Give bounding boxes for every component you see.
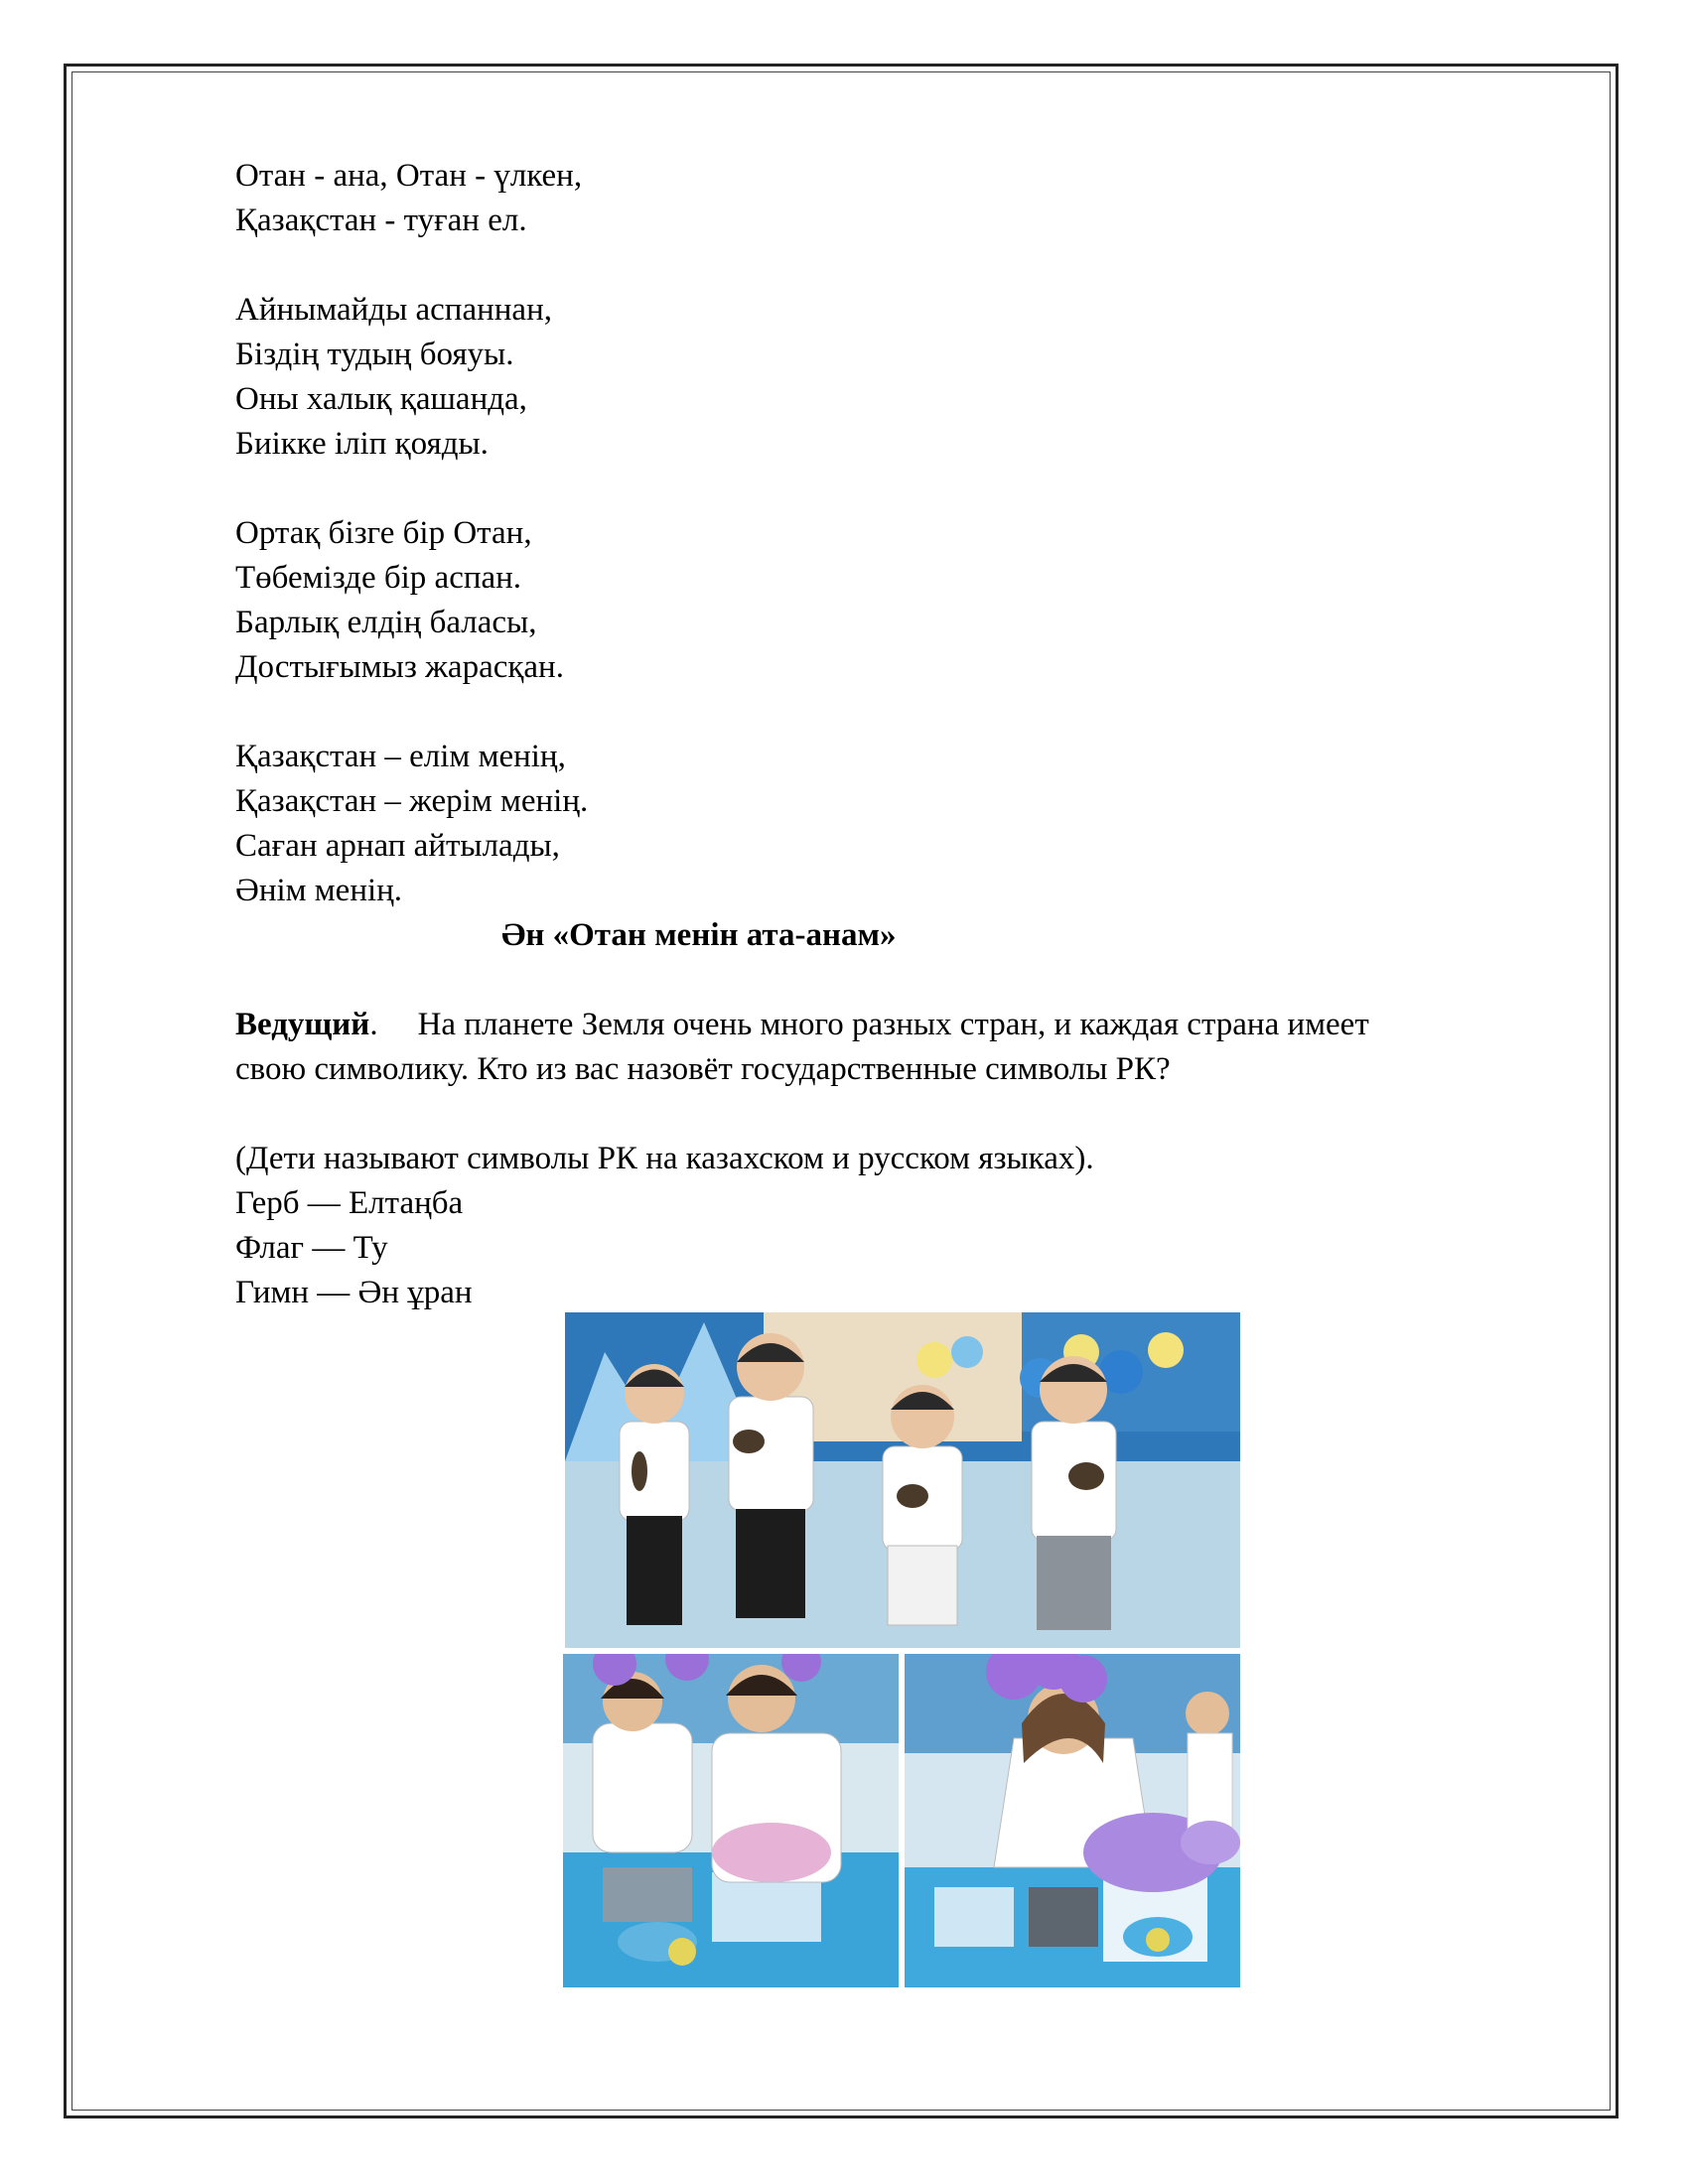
host-text-line-1: На планете Земля очень много разных стран, и каждая страна имеет — [417, 1007, 1369, 1042]
poem-line: Біздің тудың бояуы. — [235, 337, 514, 372]
photo-girl-with-bow-puzzle — [905, 1654, 1240, 1987]
poem-line: Айнымайды аспаннан, — [235, 292, 552, 328]
children-note: (Дети называют символы РК на казахском и русском языках). — [235, 1141, 1094, 1176]
poem-line: Барлық елдің баласы, — [235, 605, 537, 640]
poem-line: Әнім менің. — [235, 873, 403, 908]
document-body — [235, 154, 1566, 1315]
speaker-punct: . — [369, 1007, 378, 1042]
poem-line: Қазақстан – жерім менің. — [235, 783, 589, 819]
poem-line: Саған арнап айтылады, — [235, 828, 560, 864]
host-text-line-2: свою символику. Кто из вас назовёт государственные символы РК? — [235, 1051, 1171, 1087]
poem-line: Ортақ бізге бір Отан, — [235, 515, 532, 551]
poem-line: Отан - ана, Отан - үлкен, — [235, 158, 583, 194]
song-title-block — [235, 913, 1566, 958]
poem-line: Төбемізде бір аспан. — [235, 560, 522, 596]
poem-line: Қазақстан – елім менің, — [235, 739, 566, 774]
symbols-block — [235, 1137, 1566, 1315]
symbol-coat-of-arms: Герб — Елтаңба — [235, 1185, 464, 1221]
symbol-flag: Флаг — Ту — [235, 1230, 388, 1266]
poem-stanza-3 — [235, 511, 1566, 690]
photo-boys-with-instruments — [565, 1312, 1240, 1648]
song-title: Ән «Отан менін ата-анам» — [501, 917, 897, 953]
poem-stanza-1 — [235, 154, 1566, 243]
speaker-name: Ведущий — [235, 1007, 370, 1042]
poem-line: Оны халық қашанда, — [235, 381, 527, 417]
poem-stanza-4 — [235, 735, 1566, 913]
photo-girls-map-puzzle — [563, 1654, 899, 1987]
poem-line: Қазақстан - туған ел. — [235, 203, 527, 238]
poem-line: Достығымыз жарасқан. — [235, 649, 564, 685]
symbol-anthem: Гимн — Ән ұран — [235, 1275, 473, 1310]
host-paragraph — [235, 1003, 1566, 1092]
photo-collage — [563, 1312, 1240, 1987]
poem-stanza-2 — [235, 288, 1566, 467]
poem-line: Биікке іліп қояды. — [235, 426, 489, 462]
